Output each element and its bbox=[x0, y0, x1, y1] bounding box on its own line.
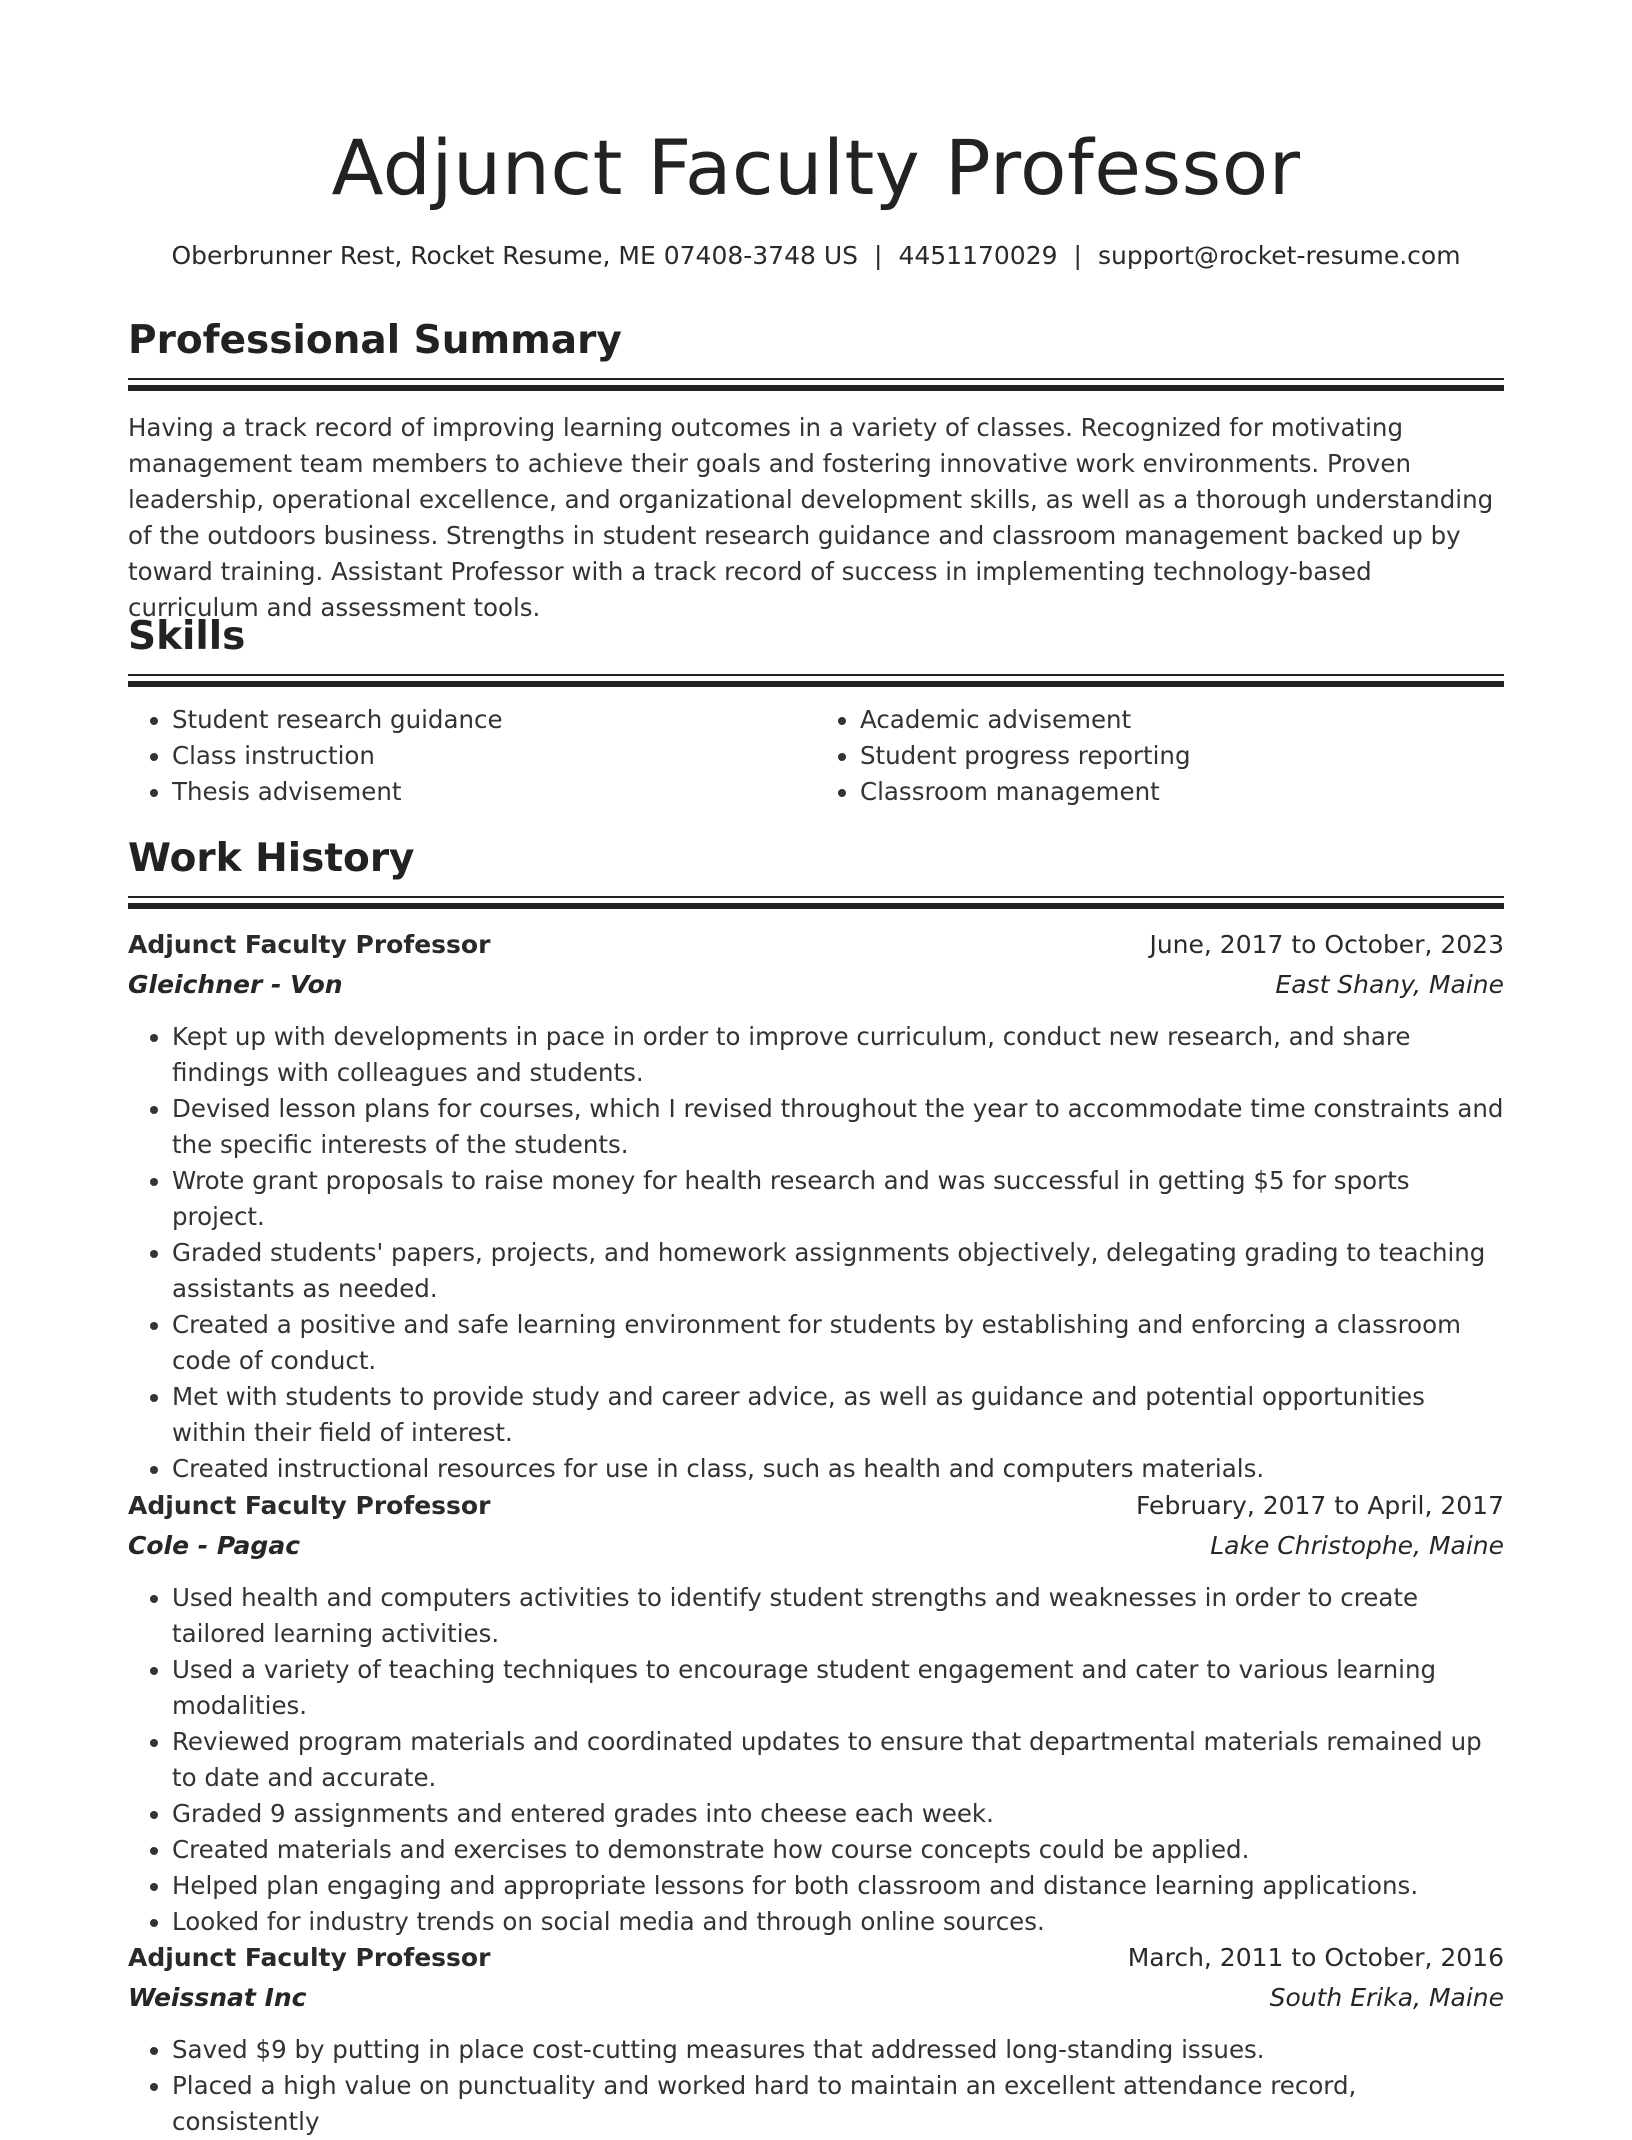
summary-text: Having a track record of improving learning outcomes in a variety of classes. Recognized for motivating management team members to achieve their goals and fostering innovative work environments. Proven leadership, operational excellence, and organizational development skills, as well as a thorough understanding of the outdoors business. Strengths in student research guidance and classroom management backed up by toward training. Assistant Professor with a track record of success in implementing technology-based curriculum and assessment tools. bbox=[128, 413, 1494, 622]
job-bullet: • Reviewed program materials and coordinated updates to ensure that departmental materials remained up to date and accurate. bbox=[172, 1724, 1504, 1796]
skill-item: • Thesis advisement bbox=[172, 774, 816, 810]
skill-item: • Student progress reporting bbox=[860, 738, 1504, 774]
skills-section bbox=[128, 612, 1504, 810]
skills-column-right bbox=[816, 702, 1504, 810]
job-bullet: • Created materials and exercises to demonstrate how course concepts could be applied. bbox=[172, 1832, 1504, 1868]
section-divider bbox=[128, 674, 1504, 682]
job-bullets bbox=[128, 1580, 1504, 1940]
skill-item: • Class instruction bbox=[172, 738, 816, 774]
job-bullet: • Graded 9 assignments and entered grades into cheese each week. bbox=[172, 1796, 1504, 1832]
job-bullet: • Placed a high value on punctuality and worked hard to maintain an excellent attendance record, consistently bbox=[172, 2068, 1504, 2140]
page-title: Adjunct Faculty Professor bbox=[331, 123, 1301, 212]
job-bullets bbox=[128, 1019, 1504, 1487]
job-bullet: • Graded students' papers, projects, and homework assignments objectively, delegating grading to teaching assistants as needed. bbox=[172, 1235, 1504, 1307]
job-bullet: • Wrote grant proposals to raise money for health research and was successful in getting $5 for sports project. bbox=[172, 1163, 1504, 1235]
job-bullet: • Created instructional resources for use in class, such as health and computers materials. bbox=[172, 1451, 1504, 1487]
job-dates: March, 2011 to October, 2016 bbox=[1127, 1943, 1504, 1972]
job-title: Adjunct Faculty Professor bbox=[128, 930, 491, 959]
job-dates: February, 2017 to April, 2017 bbox=[1136, 1491, 1504, 1520]
job-company: Weissnat Inc bbox=[128, 1983, 307, 2012]
job-bullets bbox=[128, 2032, 1504, 2140]
skills-heading: Skills bbox=[128, 614, 246, 659]
job-location: Lake Christophe, Maine bbox=[1210, 1531, 1504, 1560]
job-bullet: • Met with students to provide study and career advice, as well as guidance and potential opportunities within their field of interest. bbox=[172, 1379, 1504, 1451]
contact-phone: 4451170029 bbox=[898, 241, 1058, 270]
contact-separator: | bbox=[874, 241, 883, 270]
job-bullet: • Looked for industry trends on social media and through online sources. bbox=[172, 1904, 1504, 1940]
contact-line bbox=[128, 238, 1504, 274]
skills-list bbox=[128, 702, 1504, 810]
work-heading: Work History bbox=[128, 836, 415, 881]
job-bullet: • Devised lesson plans for courses, which I revised throughout the year to accommodate time constraints and the specific interests of the students. bbox=[172, 1091, 1504, 1163]
contact-separator: | bbox=[1073, 241, 1082, 270]
job-bullet: • Used a variety of teaching techniques to encourage student engagement and cater to various learning modalities. bbox=[172, 1652, 1504, 1724]
section-divider bbox=[128, 896, 1504, 904]
contact-address: Oberbrunner Rest, Rocket Resume, ME 07408-3748 US bbox=[171, 241, 859, 270]
work-section bbox=[128, 834, 1504, 904]
job-entry bbox=[128, 1486, 1504, 1940]
job-entry bbox=[128, 1938, 1504, 2140]
job-title: Adjunct Faculty Professor bbox=[128, 1943, 491, 1972]
job-title: Adjunct Faculty Professor bbox=[128, 1491, 491, 1520]
section-divider bbox=[128, 378, 1504, 386]
job-bullet: • Kept up with developments in pace in order to improve curriculum, conduct new research, and share findings with colleagues and students. bbox=[172, 1019, 1504, 1091]
contact-email[interactable]: support@rocket-resume.com bbox=[1097, 241, 1461, 270]
job-dates: June, 2017 to October, 2023 bbox=[1149, 930, 1504, 959]
job-location: South Erika, Maine bbox=[1269, 1983, 1504, 2012]
job-bullet: • Helped plan engaging and appropriate lessons for both classroom and distance learning applications. bbox=[172, 1868, 1504, 1904]
summary-section bbox=[128, 316, 1504, 626]
job-entry bbox=[128, 925, 1504, 1487]
skills-column-left bbox=[128, 702, 816, 810]
skill-item: • Classroom management bbox=[860, 774, 1504, 810]
skill-item: • Student research guidance bbox=[172, 702, 816, 738]
job-bullet: • Created a positive and safe learning environment for students by establishing and enforcing a classroom code of conduct. bbox=[172, 1307, 1504, 1379]
job-location: East Shany, Maine bbox=[1275, 970, 1504, 999]
job-bullet: • Saved $9 by putting in place cost-cutting measures that addressed long-standing issues. bbox=[172, 2032, 1504, 2068]
skill-item: • Academic advisement bbox=[860, 702, 1504, 738]
job-company: Gleichner - Von bbox=[128, 970, 343, 999]
job-bullet: • Used health and computers activities to identify student strengths and weaknesses in order to create tailored learning activities. bbox=[172, 1580, 1504, 1652]
job-company: Cole - Pagac bbox=[128, 1531, 301, 1560]
summary-heading: Professional Summary bbox=[128, 318, 622, 363]
